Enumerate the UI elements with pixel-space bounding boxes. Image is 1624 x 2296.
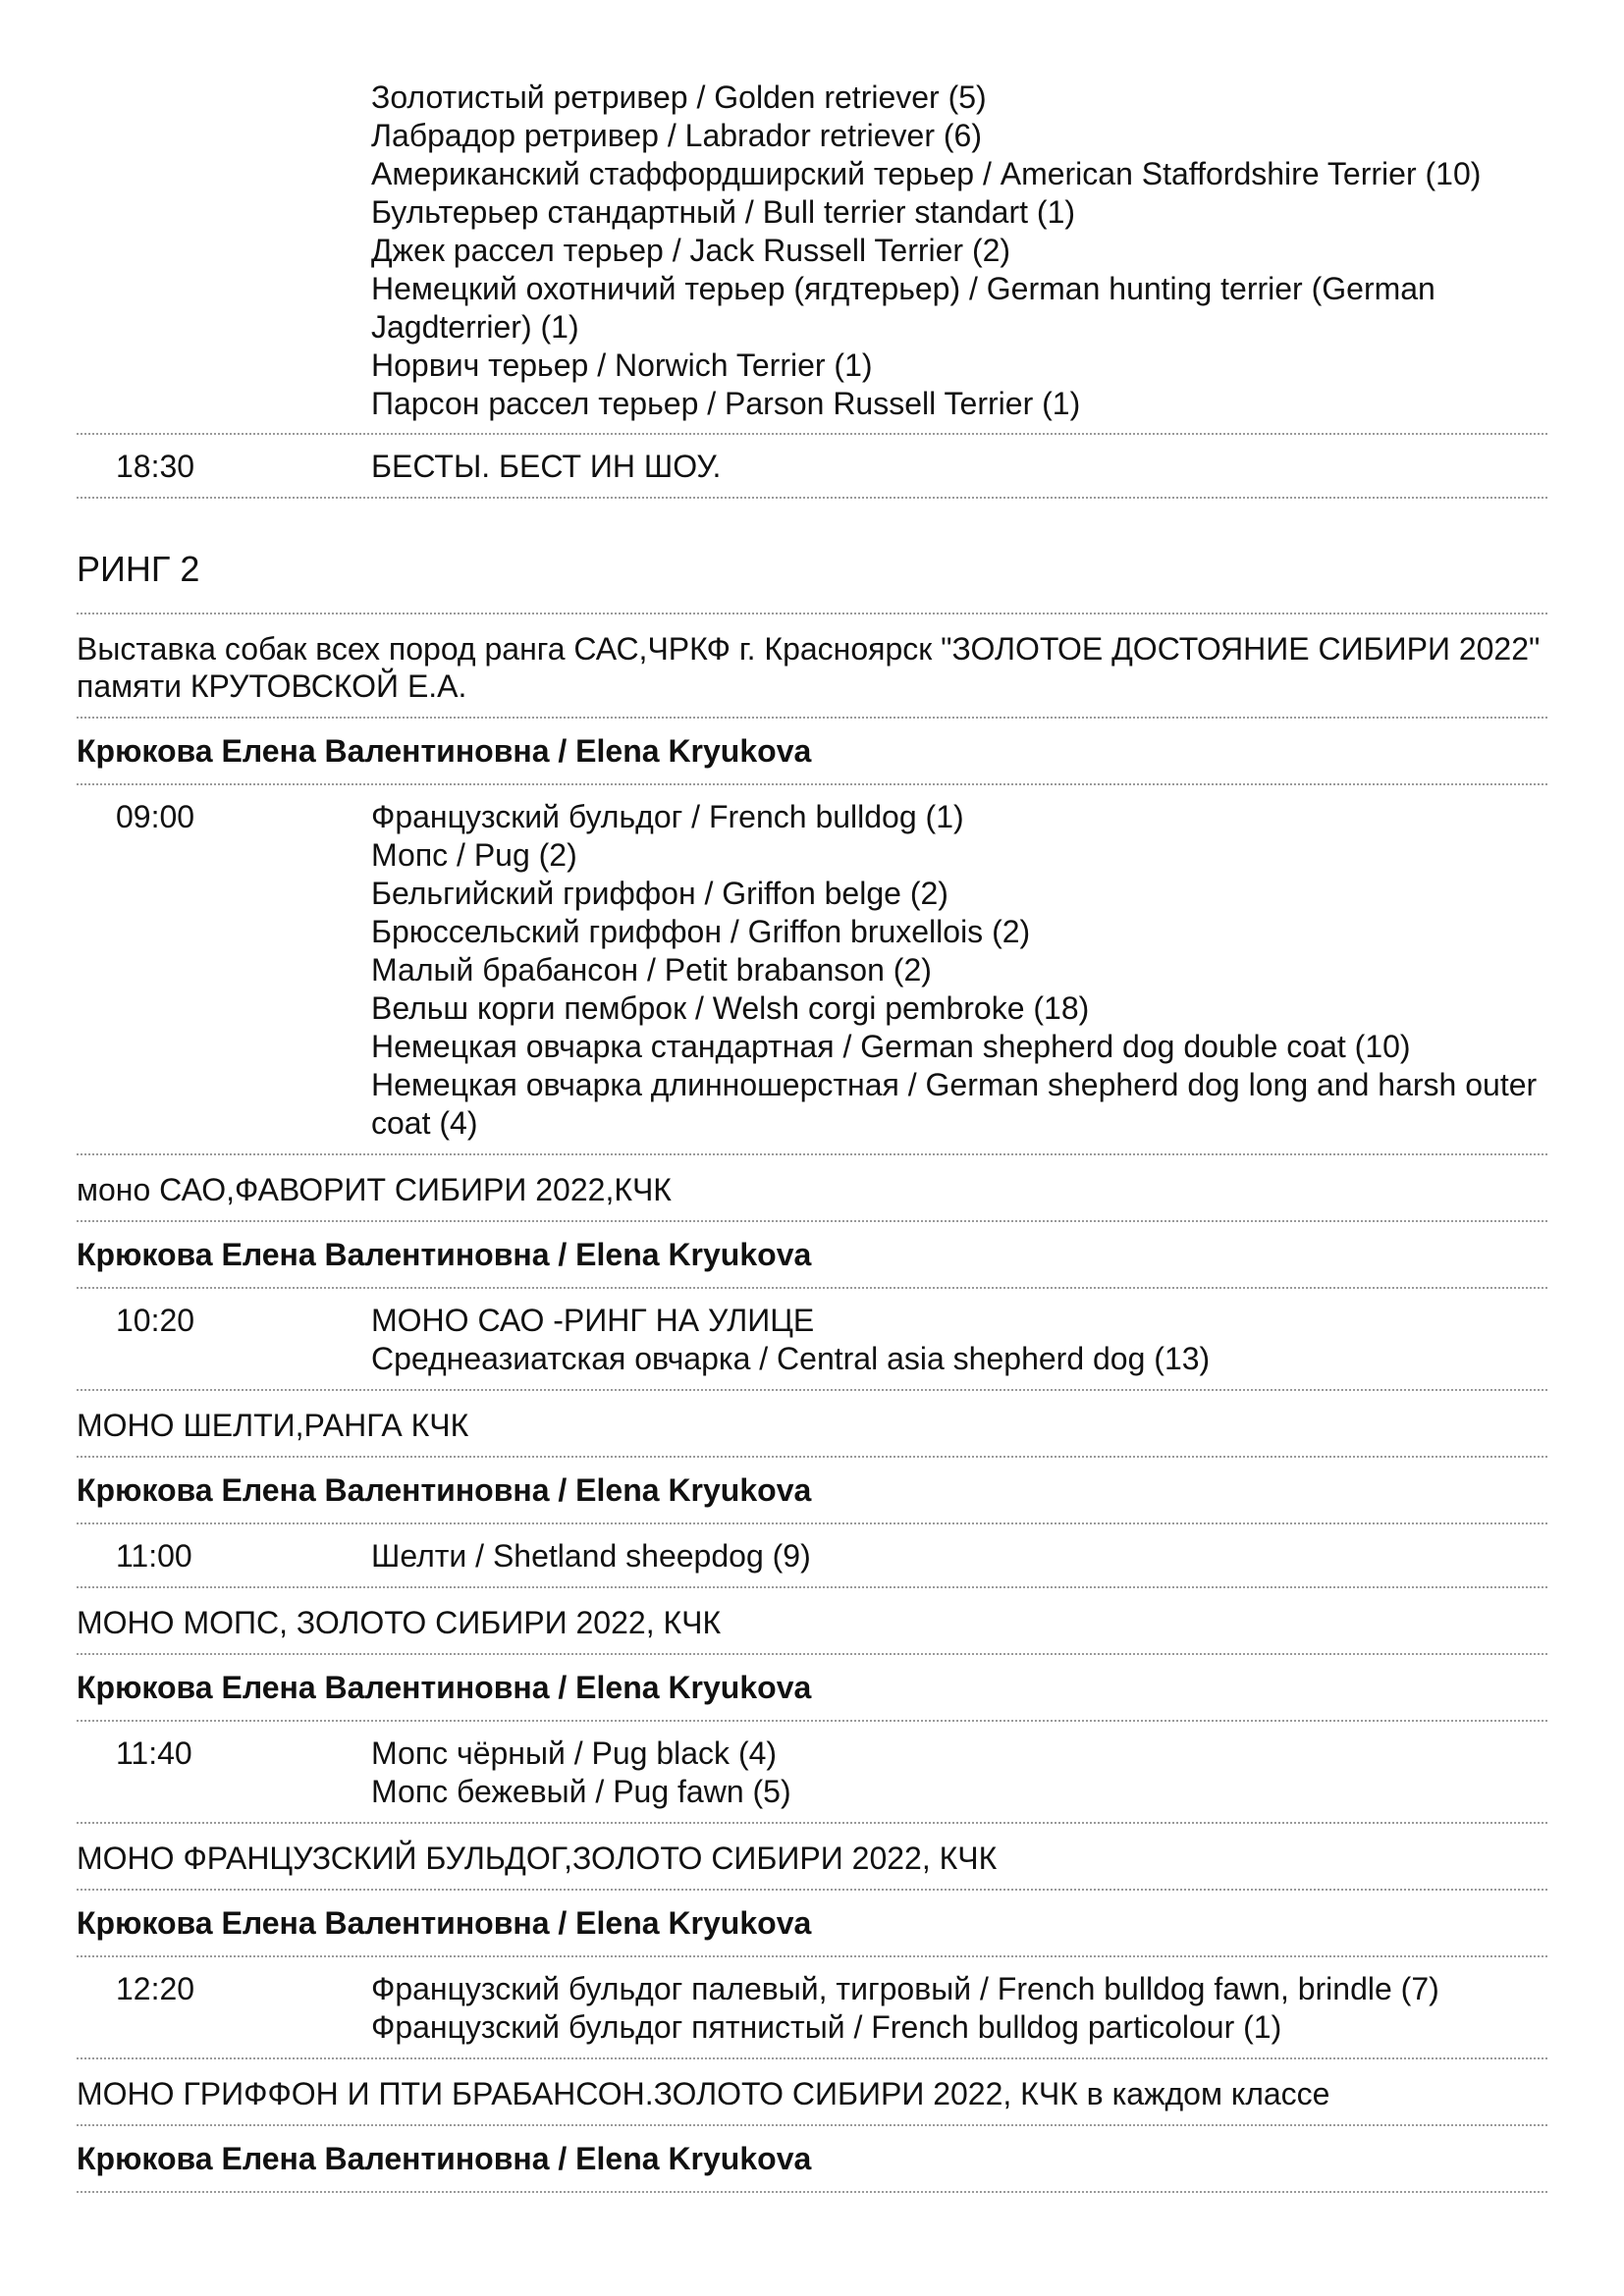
ring-title: РИНГ 2 xyxy=(77,549,200,589)
breed-item: Французский бульдог палевый, тигровый / French bulldog fawn, brindle (7) xyxy=(371,1971,1439,2006)
show-title: Выставка собак всех пород ранга САС,ЧРКФ г. Красноярск "ЗОЛОТОЕ ДОСТОЯНИЕ СИБИРИ 2022" памяти КРУТОВСКОЙ Е.А. xyxy=(77,631,1541,704)
show-title: МОНО ФРАНЦУЗСКИЙ БУЛЬДОГ,ЗОЛОТО СИБИРИ 2022, КЧК xyxy=(77,1841,998,1876)
judge-name: Крюкова Елена Валентиновна / Elena Kryukova xyxy=(77,1472,812,1508)
schedule-time: 09:00 xyxy=(116,799,195,834)
breed-item: Брюссельский гриффон / Griffon bruxellois (2) xyxy=(371,914,1031,949)
bests-label: БЕСТЫ. БЕСТ ИН ШОУ. xyxy=(371,449,722,484)
breed-item: Немецкий охотничий терьер (ягдтерьер) / German hunting terrier (German Jagdterrier) (1) xyxy=(371,271,1435,345)
breed-item: Среднеазиатская овчарка / Central asia shepherd dog (13) xyxy=(371,1341,1211,1376)
schedule-time: 12:20 xyxy=(116,1971,195,2006)
schedule-page xyxy=(77,77,1547,2193)
breed-item: Бультерьер стандартный / Bull terrier standart (1) xyxy=(371,194,1076,230)
schedule-time: 18:30 xyxy=(116,449,195,484)
judge-name: Крюкова Елена Валентиновна / Elena Kryukova xyxy=(77,1905,812,1941)
schedule-block xyxy=(77,1524,1547,1586)
judge-name: Крюкова Елена Валентиновна / Elena Kryukova xyxy=(77,2141,812,2176)
judge-name: Крюкова Елена Валентиновна / Elena Kryukova xyxy=(77,1237,812,1272)
breed-item: МОНО САО -РИНГ НА УЛИЦЕ xyxy=(371,1303,815,1338)
breed-list xyxy=(371,798,1547,1143)
judge-name: Крюкова Елена Валентиновна / Elena Kryukova xyxy=(77,1670,812,1705)
breed-item: Французский бульдог / French bulldog (1) xyxy=(371,799,964,834)
schedule-block-continued xyxy=(77,77,1547,433)
judge-name: Крюкова Елена Валентиновна / Elena Kryukova xyxy=(77,733,812,769)
breed-item: Джек рассел терьер / Jack Russell Terrier (2) xyxy=(371,233,1011,268)
breed-list xyxy=(371,1537,1547,1575)
breed-item: Мопс бежевый / Pug fawn (5) xyxy=(371,1774,791,1809)
breed-item: Вельш корги пемброк / Welsh corgi pembroke (18) xyxy=(371,990,1090,1026)
schedule-block xyxy=(77,1722,1547,1822)
schedule-block xyxy=(77,785,1547,1153)
schedule-block xyxy=(77,1957,1547,2057)
breed-item: Лабрадор ретривер / Labrador retriever (6) xyxy=(371,118,982,153)
breed-item: Мопс чёрный / Pug black (4) xyxy=(371,1735,778,1771)
schedule-block-bests xyxy=(77,435,1547,497)
breed-item: Бельгийский гриффон / Griffon belge (2) xyxy=(371,876,948,911)
show-title: МОНО ГРИФФОН И ПТИ БРАБАНСОН.ЗОЛОТО СИБИРИ 2022, КЧК в каждом классе xyxy=(77,2076,1330,2111)
breed-list xyxy=(371,1735,1547,1811)
breed-item: Французский бульдог пятнистый / French bulldog particolour (1) xyxy=(371,2009,1282,2045)
breed-item: Немецкая овчарка стандартная / German shepherd dog double coat (10) xyxy=(371,1029,1411,1064)
show-title: МОНО МОПС, ЗОЛОТО СИБИРИ 2022, КЧК xyxy=(77,1605,722,1640)
dotted-divider xyxy=(77,2191,1547,2193)
schedule-time: 10:20 xyxy=(116,1303,195,1338)
breed-item: Немецкая овчарка длинношерстная / German shepherd dog long and harsh outer coat (4) xyxy=(371,1067,1538,1141)
breed-list xyxy=(371,79,1547,423)
show-title: моно САО,ФАВОРИТ СИБИРИ 2022,КЧК xyxy=(77,1172,672,1207)
schedule-time: 11:00 xyxy=(116,1538,192,1574)
breed-item: Американский стаффордширский терьер / American Staffordshire Terrier (10) xyxy=(371,156,1482,191)
breed-list xyxy=(371,1970,1547,2047)
breed-item: Золотистый ретривер / Golden retriever (5) xyxy=(371,80,987,115)
schedule-time: 11:40 xyxy=(116,1735,192,1771)
show-title: МОНО ШЕЛТИ,РАНГА КЧК xyxy=(77,1408,469,1443)
breed-item: Шелти / Shetland sheepdog (9) xyxy=(371,1538,811,1574)
breed-item: Малый брабансон / Petit brabanson (2) xyxy=(371,952,932,988)
breed-item: Парсон рассел терьер / Parson Russell Terrier (1) xyxy=(371,386,1081,421)
schedule-block xyxy=(77,1289,1547,1389)
breed-item: Норвич терьер / Norwich Terrier (1) xyxy=(371,347,873,383)
breed-item: Мопс / Pug (2) xyxy=(371,837,577,873)
breed-list xyxy=(371,1302,1547,1378)
